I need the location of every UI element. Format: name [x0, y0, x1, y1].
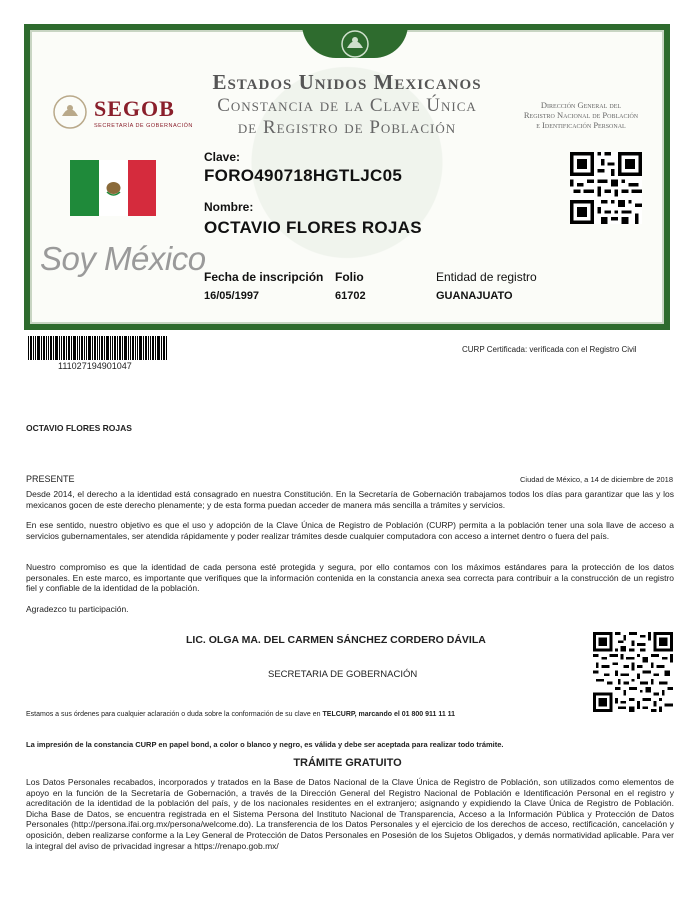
recipient-name: OCTAVIO FLORES ROJAS	[26, 423, 132, 433]
segob-seal-icon	[52, 94, 88, 130]
clave-label: Clave:	[204, 150, 241, 164]
entidad-value: GUANAJUATO	[436, 290, 513, 302]
dg-line-3: e Identificación Personal	[536, 120, 626, 130]
dg-line-1: Dirección General del	[540, 100, 622, 110]
qr-code-icon	[570, 152, 642, 224]
segob-subtitle: SECRETARÍA DE GOBERNACIÓN	[94, 122, 193, 129]
nombre-label: Nombre:	[204, 200, 254, 214]
barcode-number: 111027194901047	[58, 361, 132, 371]
direccion-general	[516, 100, 646, 130]
national-seal-icon	[334, 28, 376, 62]
title-registro: de Registro de Población	[237, 117, 457, 138]
fecha-inscripcion-value: 16/05/1997	[204, 290, 260, 302]
dg-line-2: Registro Nacional de Población	[523, 110, 639, 120]
paragraph-3: Nuestro compromiso es que la identidad de cada persona esté protegida y segura, por ello contamos con los máximos estándares para la protección de los datos personales. En este marco, es importante que verifiques que la información contenida en la constancia anexa sea correcta para contribuir a la construcción de un registro fiel y confiable de la identidad de la población.	[26, 562, 674, 593]
clave-value: FORO490718HGTLJC05	[204, 166, 403, 185]
document-date: Ciudad de México, a 14 de diciembre de 2018	[519, 475, 673, 484]
privacy-notice: Los Datos Personales recabados, incorporados y tratados en la Base de Datos Nacional de la Clave Única de Registro de Población, son utilizados como elementos de apoyo en la función de la Secretaría de Gobernación, a través de la Dirección General del Registro Nacional de Población e Identificación Personal en el registro y acreditación de la identidad de la población del país, y de los nacionales residentes en el extranjero; asignando y expidiendo la Clave Única de Registro de Población. Dicha Base de Datos, se encuentra registrada en el Sistema Persona del Instituto Nacional de Transparencia, Acceso a la Información Pública y Protección de Datos Personales (http://persona.ifai.org.mx/persona/welcome.do). La transferencia de los Datos Personales y el ejercicio de los derechos de acceso, rectificación, cancelación y oposición, deben realizarse conforme a la Ley General de Protección de Datos Personales en Posesión de los Sujetos Obligados, y demás normatividad aplicable. Para ver la integral del aviso de privacidad ingresar a https://renapo.gob.mx/	[26, 777, 674, 851]
barcode-icon	[28, 336, 168, 360]
segob-logo	[52, 94, 193, 130]
signature-qr-code-icon	[593, 632, 673, 712]
curp-certificada-note: CURP Certificada: verificada con el Registro Civil	[462, 345, 637, 354]
segob-name: SEGOB	[94, 95, 175, 121]
telcurp-phone: TELCURP, marcando el 01 800 911 11 11	[322, 711, 456, 718]
title-estados-unidos: Estados Unidos Mexicanos	[212, 70, 482, 94]
certificate-body	[30, 30, 664, 324]
folio-value: 61702	[335, 290, 366, 302]
paragraph-1: Desde 2014, el derecho a la identidad está consagrado en nuestra Constitución. En la Secretaría de Gobernación trabajamos todos los días para garantizar que las y los mexicanos gocen de este derecho plenamente; y de esta forma puedan acceder de manera más sencilla a trámites y servicios.	[26, 489, 674, 510]
contact-note	[26, 711, 455, 718]
contact-prefix: Estamos a sus órdenes para cualquier aclaración o duda sobre la conformación de su clave en	[26, 711, 323, 718]
curp-certificate	[24, 24, 670, 330]
fecha-inscripcion-label: Fecha de inscripción	[204, 270, 324, 284]
signer-name: LIC. OLGA MA. DEL CARMEN SÁNCHEZ CORDERO DÁVILA	[186, 634, 486, 646]
presente-label: PRESENTE	[26, 474, 75, 484]
mexican-flag-icon	[70, 160, 156, 216]
tramite-gratuito: TRÁMITE GRATUITO	[293, 757, 402, 769]
print-validity-note: La impresión de la constancia CURP en papel bond, a color o blanco y negro, es válida y debe ser aceptada para realizar todo trámite.	[26, 740, 504, 749]
title-constancia: Constancia de la Clave Única	[217, 95, 477, 116]
folio-label: Folio	[335, 270, 364, 284]
paragraph-2: En ese sentido, nuestro objetivo es que el uso y adopción de la Clave Única de Registro de Población (CURP) permita a la población tener una sola llave de acceso a servicios gubernamentales, ser atendida rápidamente y poder realizar trámites desde cualquier computadora con acceso a internet dentro o fuera del país.	[26, 520, 674, 541]
signer-title: SECRETARIA DE GOBERNACIÓN	[268, 669, 418, 680]
nombre-value: OCTAVIO FLORES ROJAS	[204, 218, 422, 237]
entidad-label: Entidad de registro	[436, 270, 537, 284]
paragraph-4: Agradezco tu participación.	[26, 604, 129, 614]
soy-mexico-slogan: Soy México	[40, 240, 206, 277]
